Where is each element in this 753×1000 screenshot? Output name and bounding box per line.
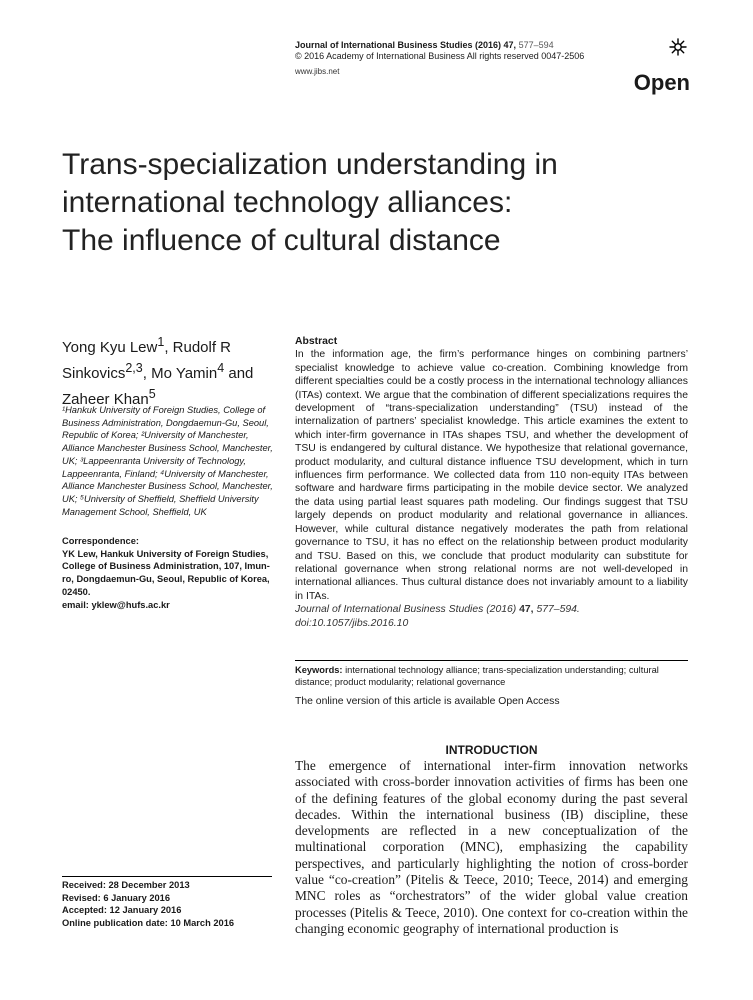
journal-pages: 577–594 bbox=[518, 40, 554, 50]
correspondence-address: YK Lew, Hankuk University of Foreign Studies, College of Business Administration, 107, Imun-ro, Dongdaemun-Gu, Seoul, Republic of Korea, 02450. bbox=[62, 548, 270, 597]
journal-url[interactable]: www.jibs.net bbox=[295, 67, 340, 76]
author-separator: and bbox=[224, 365, 254, 382]
author-affiliation-number: 4 bbox=[217, 361, 225, 375]
title-line: The influence of cultural distance bbox=[62, 224, 501, 257]
author-separator: , Rudolf R bbox=[164, 339, 232, 356]
article-dates bbox=[62, 876, 272, 930]
author-affiliation-number: 1 bbox=[157, 335, 165, 349]
citation-journal: Journal of International Business Studies bbox=[295, 604, 484, 616]
keywords-text: international technology alliance; trans-specialization understanding; cultural distance; product modularity; relational governance bbox=[295, 665, 659, 687]
title-line: international technology alliances: bbox=[62, 186, 513, 219]
article-title bbox=[62, 146, 702, 260]
section-heading: INTRODUCTION bbox=[445, 743, 538, 757]
date-online: Online publication date: 10 March 2016 bbox=[62, 918, 235, 929]
author-name: Sinkovics bbox=[62, 365, 126, 382]
correspondence-heading: Correspondence: bbox=[62, 536, 139, 546]
journal-header bbox=[295, 40, 675, 77]
open-access-label: Open bbox=[633, 70, 690, 95]
author-name: Yong Kyu Lew bbox=[62, 339, 158, 356]
date-revised: Revised: 6 January 2016 bbox=[62, 892, 171, 903]
author-affiliation-number: 5 bbox=[148, 387, 156, 401]
correspondence-email[interactable]: email: yklew@hufs.ac.kr bbox=[62, 599, 170, 610]
author-name: Zaheer Khan bbox=[62, 391, 149, 408]
keywords bbox=[295, 660, 688, 688]
citation-year: (2016) bbox=[483, 604, 520, 616]
citation-volume: 47, bbox=[519, 604, 534, 616]
correspondence bbox=[62, 535, 277, 611]
open-access-note: The online version of this article is available Open Access bbox=[295, 696, 560, 707]
journal-citation-line bbox=[295, 40, 675, 51]
author-name: , Mo Yamin bbox=[142, 365, 218, 382]
title-line: Trans-specialization understanding in bbox=[62, 148, 558, 181]
abstract-citation bbox=[295, 603, 688, 630]
abstract-body: In the information age, the firm’s performance hinges on combining partners’ specialist knowledge to achieve value co-creation. Combining knowledge from different specialties could be a costly process in the international technology alliances (ITAs) context. We argue that the combination of different specializations requires the development of “trans-specialization understanding” (TSU) instead of the internalization of partners’ specialist knowledge. This article examines the extent to which inter-firm governance in ITAs shapes TSU, and whether the development of TSU is endangered by cultural distance. We hypothesize that relational governance, product modularity, and cultural distance influence TSU development, which in turn influences firm performance. We collected data from 110 non-equity ITAs between software and hardware firms participating in the mobile device sector. We analyzed the data using partial least squares path modeling. Our findings suggest that TSU largely depends on product modularity and relational governance in alliances. However, while cultural distance negatively moderates the path from relational governance to TSU, it has no effect on the relationship between product modularity and TSU. Based on this, we conclude that product modularity can substitute for relational governance when strong relational norms are not well-developed in international alliances. Thus cultural distance does not invariably amount to a liability in ITAs. bbox=[295, 349, 688, 602]
keywords-label: Keywords: bbox=[295, 665, 343, 675]
introduction-body: The emergence of international inter-firm innovation networks associated with cross-border innovation activities of firms has been one of the defining features of the global economy during the past several decades. Within the international business (IB) discipline, these developments are reflected in a new conceptualization of the multinational corporation (MNC), emphasizing the capability perspectives, and particularly highlighting the notion of cross-border value “co-creation” (Pitelis & Teece, 2010; Teece, 2014) and emerging MNC roles as “orchestrators” of the wider global value creation processes (Pitelis & Teece, 2010). One context for co-creation within the changing economic geography of international production is bbox=[295, 758, 688, 936]
author-affiliation-number: 2,3 bbox=[125, 361, 143, 375]
abstract-heading: Abstract bbox=[295, 336, 338, 347]
affiliations: ¹Hankuk University of Foreign Studies, College of Business Administration, Dongdaemun-Gu, Seoul, Republic of Korea; ²University of Manchester, Alliance Manchester Business School, Manchester, UK; ³Lappeenranta University of Technology, Lappeenranta, Finland; ⁴University of Manchester, Alliance Manchester Business School, Manchester, UK; ⁵University of Sheffield, Sheffield University Management School, Sheffield, UK bbox=[62, 405, 273, 517]
journal-name: Journal of International Business Studies (2016) 47, bbox=[295, 40, 517, 50]
date-accepted: Accepted: 12 January 2016 bbox=[62, 905, 182, 916]
author-list bbox=[62, 332, 277, 410]
abstract bbox=[295, 335, 688, 630]
citation-doi[interactable]: 577–594. doi:10.1057/jibs.2016.10 bbox=[295, 604, 580, 629]
copyright-line: © 2016 Academy of International Business All rights reserved 0047-2506 bbox=[295, 51, 585, 61]
publisher-logo-icon bbox=[668, 37, 688, 57]
date-received: Received: 28 December 2013 bbox=[62, 880, 190, 890]
